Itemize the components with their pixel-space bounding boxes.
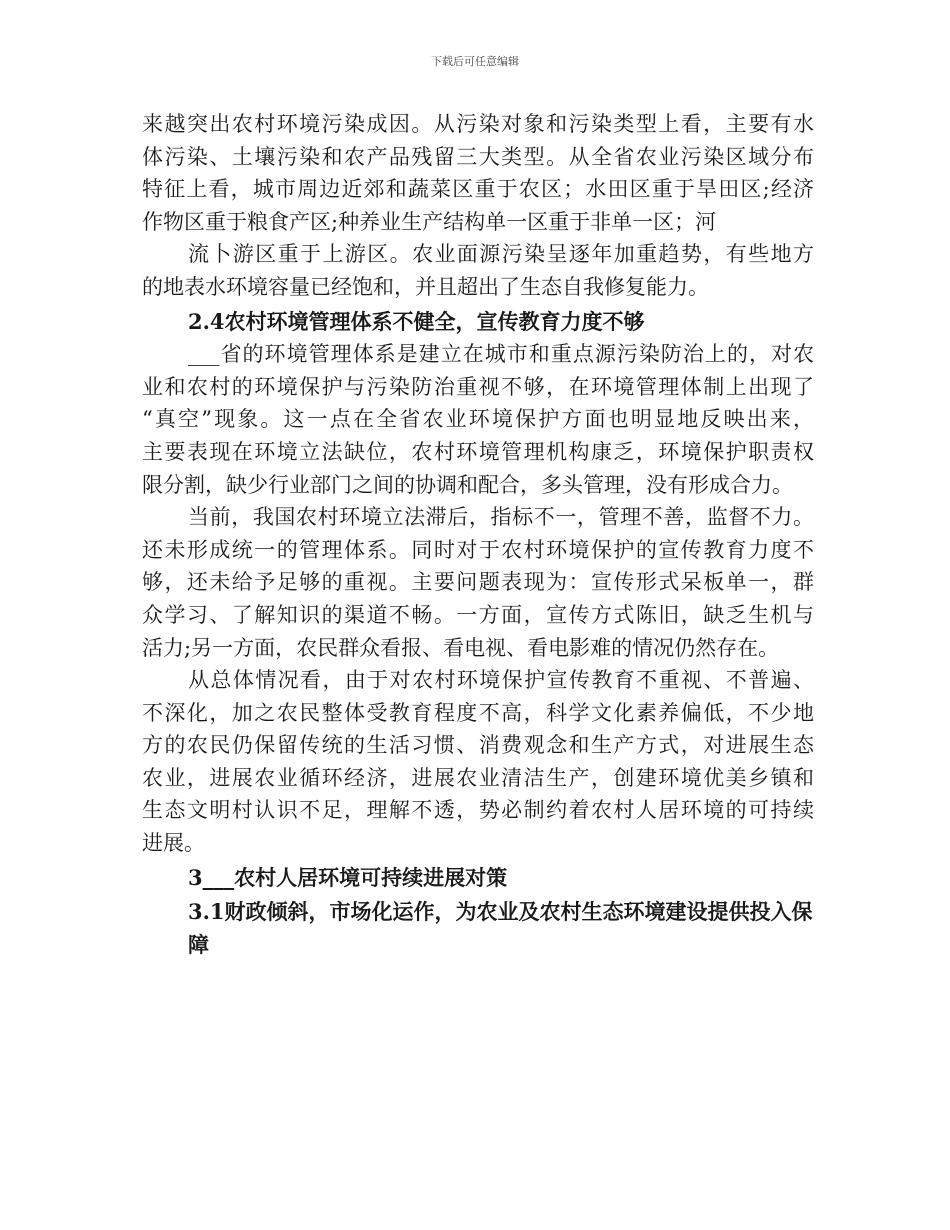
text-line: 农业，进展农业循环经济，进展农业清洁生产，创建环境优美乡镇和 [142,765,814,790]
text-line: 众学习、了解知识的渠道不畅。一方面，宣传方式陈旧，缺乏生机与 [142,602,814,627]
paragraph [142,108,814,238]
text-line: 业和农村的环境保护与污染防治重视不够，在环境管理体制上出现了 [142,374,814,399]
section-heading: 3.1财政倾斜，市场化运作，为农业及农村生态环境建设提供投入保障 [188,899,813,957]
text-line: 当前，我国农村环境立法滞后，指标不一，管理不善，监督不力。 [188,505,814,530]
text-line: 生态文明村认识不足，理解不透，势必制约着农村人居环境的可持续 [142,798,814,823]
text-line: 体污染、土壤污染和农产品残留三大类型。从全省农业污染区域分布 [142,144,814,169]
text-line: 还未形成统一的管理体系。同时对于农村环境保护的宣传教育力度不 [142,537,814,562]
text-line: 从总体情况看，由于对农村环境保护宣传教育不重视、不普遍、 [188,668,814,693]
paragraph [142,664,814,860]
text-line: 作物区重于粮食产区;种养业生产结构单一区重于非单一区；河 [142,209,717,234]
text-line: 活力;另一方面，农民群众看报、看电视、看电影难的情况仍然存在。 [142,635,780,660]
section-heading: 3___农村人居环境可持续进展对策 [188,864,508,890]
text-line: 来越突出农村环境污染成因。从污染对象和污染类型上看，主要有水 [142,112,814,136]
page-header: 下载后可任意编辑 [431,55,519,68]
text-line: 限分割，缺少行业部门之间的协调和配合，多头管理，没有形成合力。 [142,472,793,497]
text-line: 的地表水环境容量已经饱和，并且超出了生态自我修复能力。 [142,274,709,299]
paragraph [142,238,814,303]
section-heading: 2.4农村环境管理体系不健全，宣传教育力度不够 [188,308,645,334]
text-line: 主要表现在环境立法缺位，农村环境管理机构康乏，环境保护职责权 [142,439,814,464]
text-line: ___省的环境管理体系是建立在城市和重点源污染防治上的，对农 [188,342,814,367]
text-line: 流卜游区重于上游区。农业面源污染呈逐年加重趋势，有些地方 [188,242,814,267]
paragraph [142,501,814,664]
paragraph [142,338,814,501]
document-body [142,108,814,961]
text-line: 不深化，加之农民整体受教育程度不高，科学文化素养偏低，不少地 [142,700,814,725]
text-line: “真空”现象。这一点在全省农业环境保护方面也明显地反映出来， [142,407,814,432]
text-line: 够，还未给予足够的重视。主要问题表现为：宣传形式呆板单一，群 [142,570,814,595]
text-line: 进展。 [142,831,205,856]
text-line: 特征上看，城市周边近郊和蔬菜区重于农区；水田区重于旱田区;经济 [142,177,814,202]
text-line: 方的农民仍保留传统的生活习惯、消费观念和生产方式，对进展生态 [142,733,814,758]
